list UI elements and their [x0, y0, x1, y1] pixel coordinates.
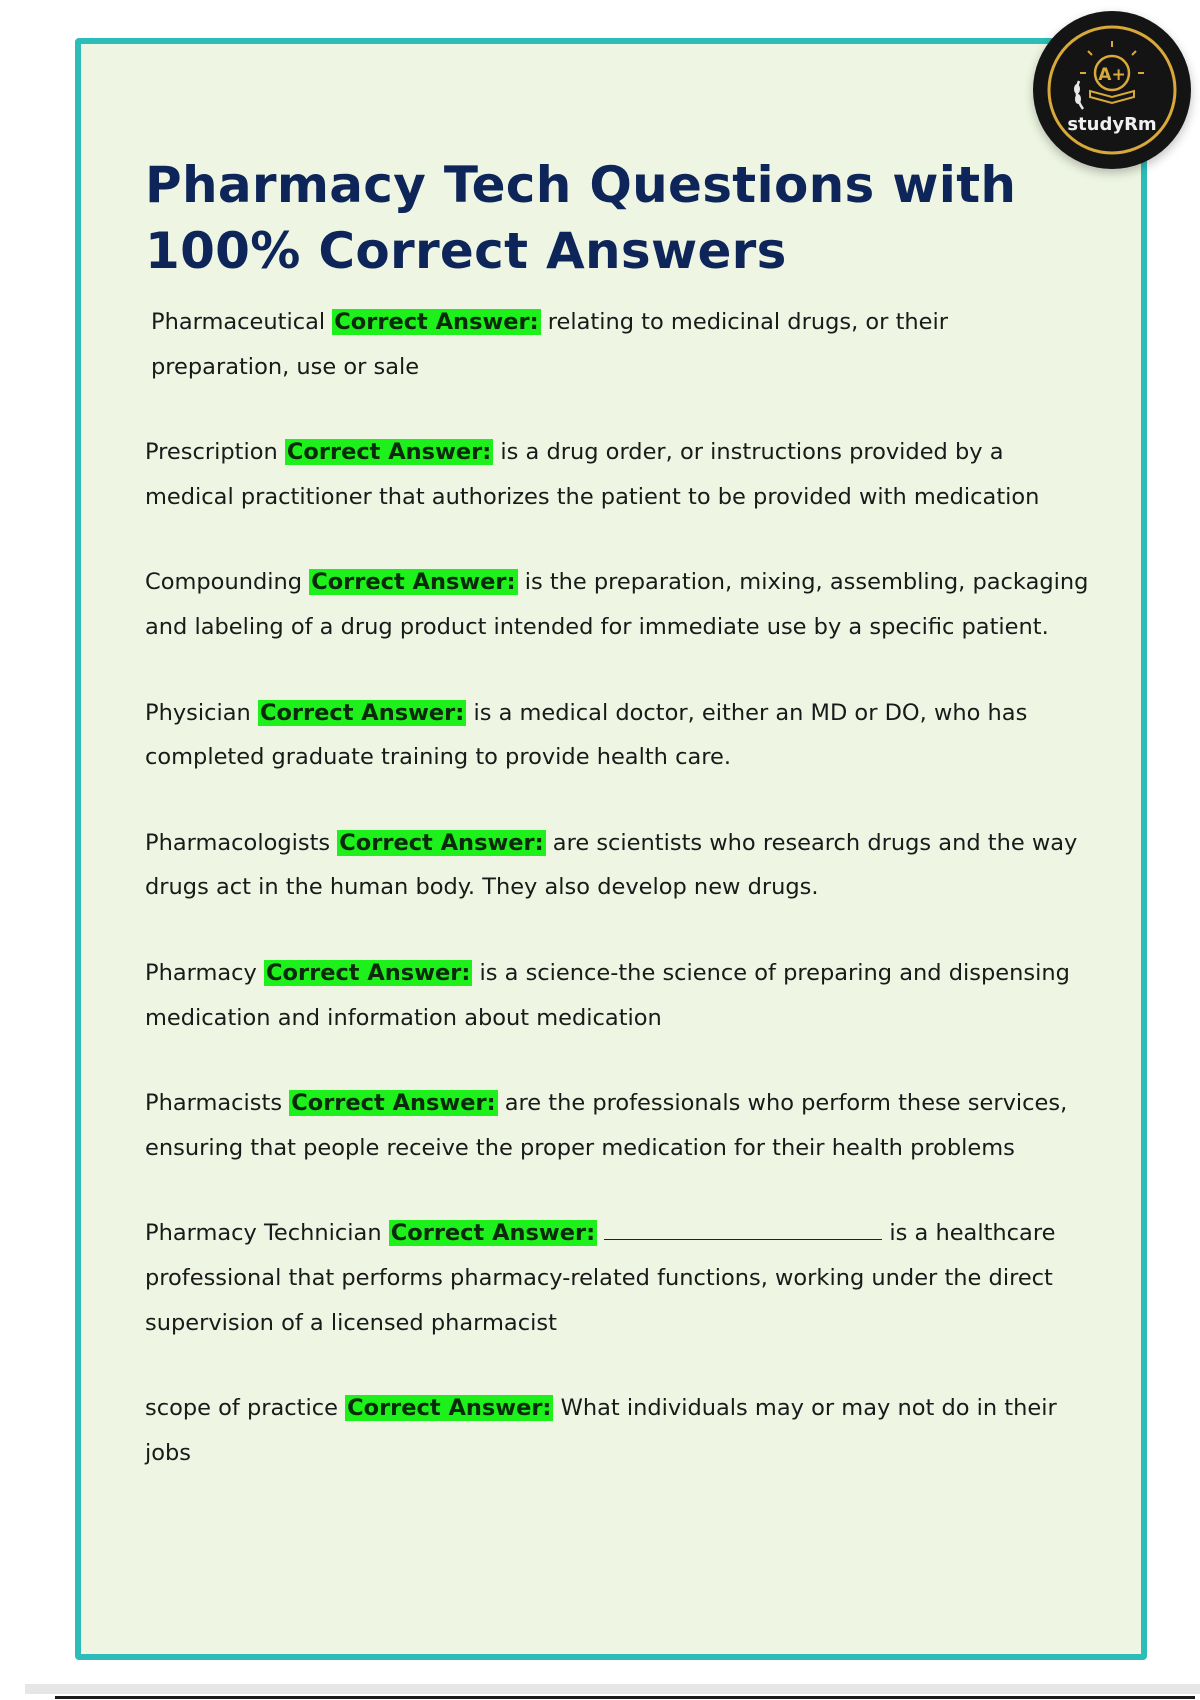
definition: is a healthcare professional that performs pharmacy-related functions, working under the direct supervision of a licensed pharmacist	[145, 1220, 1056, 1336]
definition: is a medical doctor, either an MD or DO, who has completed graduate training to provide health care.	[145, 699, 1028, 771]
studyrm-logo-badge	[1033, 11, 1191, 169]
document-page	[75, 38, 1147, 1660]
qa-entry	[145, 1081, 1090, 1170]
definition: is a science-the science of preparing and dispensing medication and information about medication	[145, 959, 1070, 1031]
qa-entry	[145, 560, 1090, 649]
term: Physician	[145, 699, 251, 726]
term: Pharmacy Technician	[145, 1220, 382, 1247]
answer-label: Correct Answer:	[339, 829, 544, 856]
term: Pharmaceutical	[151, 309, 326, 335]
qa-entry	[145, 1211, 1090, 1345]
page-shadow	[25, 1684, 1200, 1694]
term: Pharmacists	[145, 1090, 283, 1117]
term: Pharmacy	[145, 959, 257, 986]
fill-in-blank	[604, 1221, 882, 1240]
answer-label: Correct Answer:	[390, 1220, 596, 1247]
page-title: Pharmacy Tech Questions with 100% Correct Answers	[145, 156, 1017, 280]
graduation-laurel-icon	[1033, 11, 1191, 169]
definition: What individuals may or may not do in their jobs	[145, 1395, 1057, 1466]
answer-label: Correct Answer:	[334, 309, 539, 335]
definition: relating to medicinal drugs, or their preparation, use or sale	[151, 309, 948, 380]
answer-label: Correct Answer:	[291, 1090, 496, 1117]
definition: are the professionals who perform these services, ensuring that people receive the proper medication for their health problems	[145, 1090, 1068, 1161]
qa-list	[145, 300, 1090, 1516]
definition: is the preparation, mixing, assembling, packaging and labeling of a drug product intended for immediate use by a specific patient.	[145, 569, 1089, 640]
answer-label: Correct Answer:	[347, 1395, 552, 1422]
qa-entry	[145, 691, 1090, 780]
qa-entry	[145, 300, 1090, 389]
qa-entry	[145, 1386, 1090, 1475]
answer-label: Correct Answer:	[311, 569, 516, 596]
answer-label: Correct Answer:	[259, 699, 465, 726]
qa-entry	[145, 430, 1090, 519]
qa-entry	[145, 821, 1090, 910]
brand-name: studyRm	[1067, 114, 1157, 135]
answer-label: Correct Answer:	[266, 959, 471, 986]
definition: is a drug order, or instructions provided by a medical practitioner that authorizes the patient to be provided with medication	[145, 439, 1040, 510]
qa-entry	[145, 951, 1090, 1040]
term: Pharmacologists	[145, 829, 331, 856]
svg-text:A+: A+	[1098, 65, 1126, 85]
answer-label: Correct Answer:	[286, 439, 492, 466]
page-divider	[55, 1696, 1195, 1699]
term: Prescription	[145, 439, 278, 466]
definition: are scientists who research drugs and the way drugs act in the human body. They also develop new drugs.	[145, 829, 1078, 901]
term: Compounding	[145, 569, 303, 596]
term: scope of practice	[145, 1395, 338, 1422]
